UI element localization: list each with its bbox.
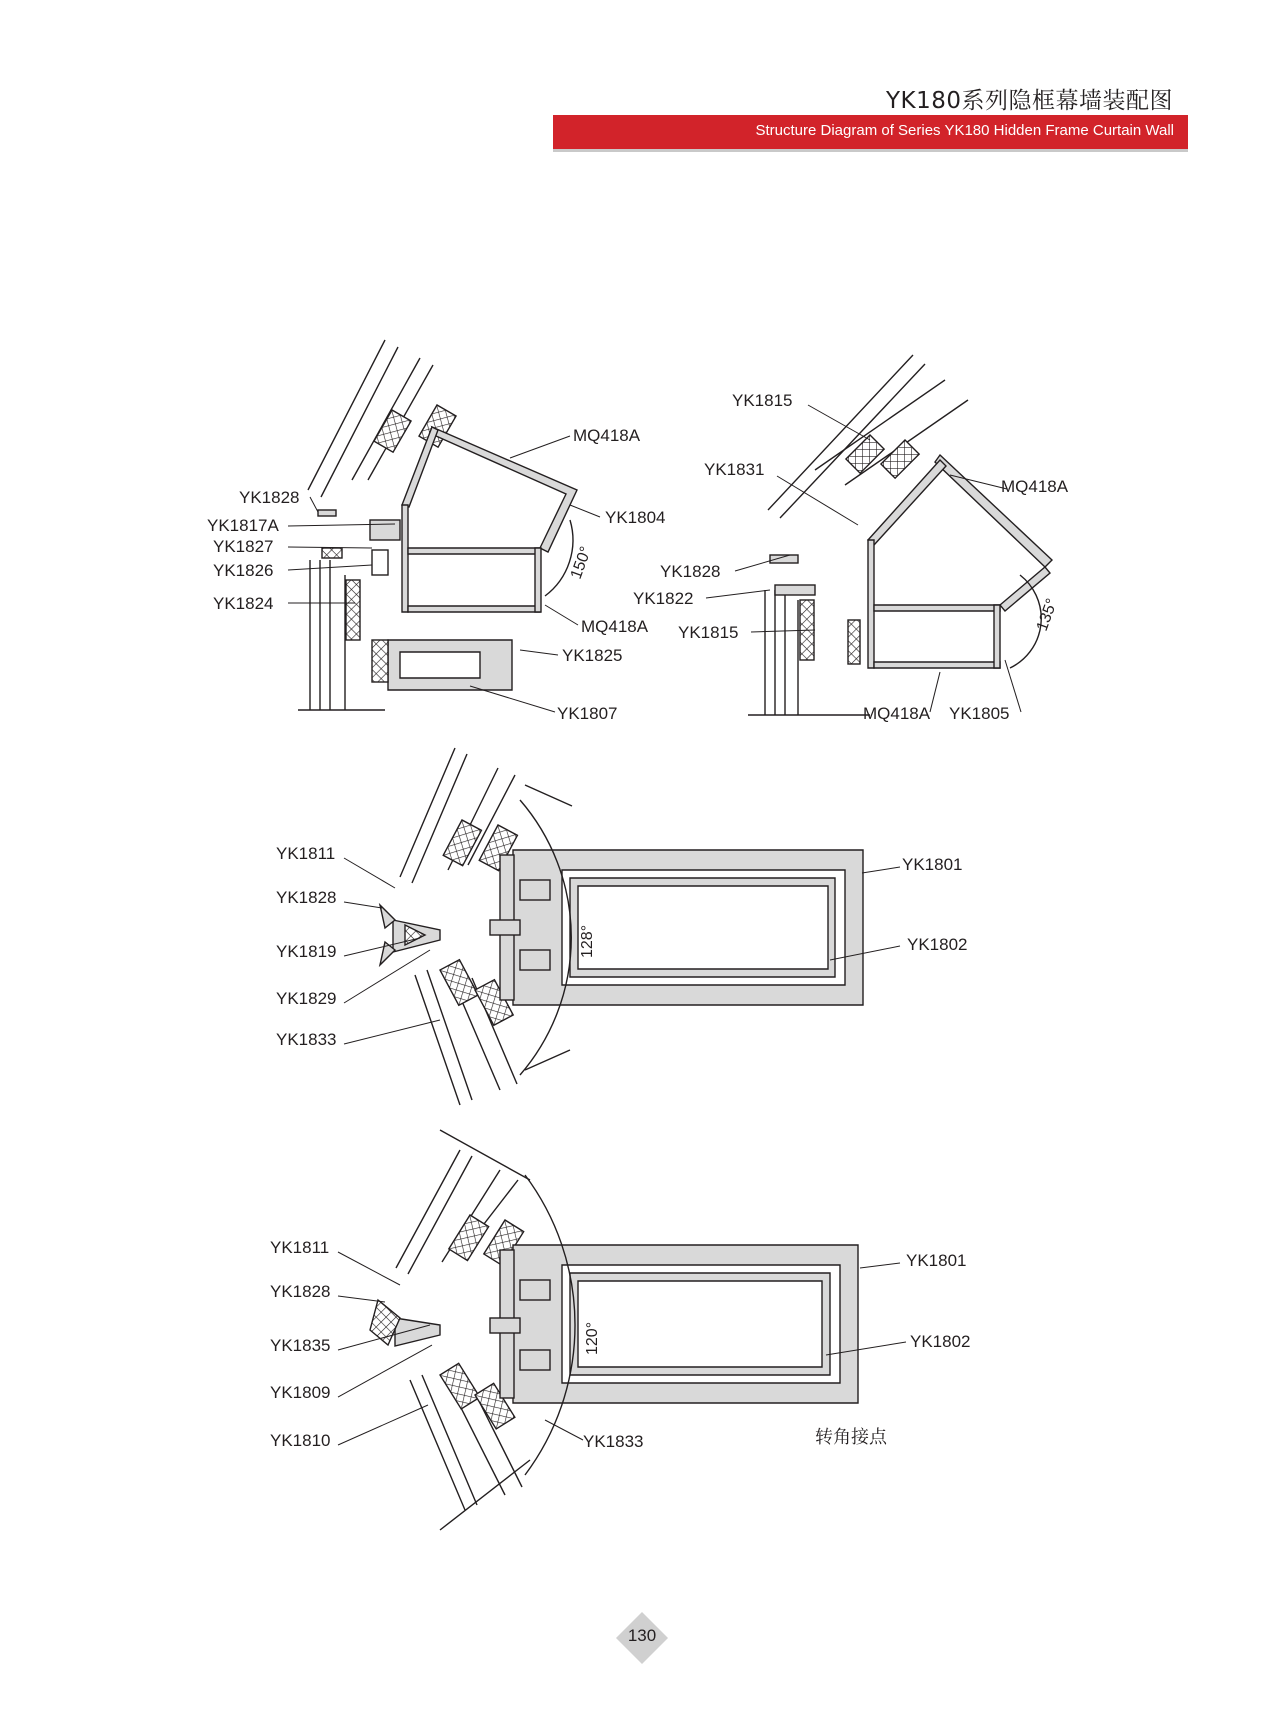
label-yk1807: YK1807	[557, 704, 618, 723]
label-yk1801: YK1801	[906, 1251, 967, 1270]
label-yk1802: YK1802	[910, 1332, 971, 1351]
corner-mullion-box	[490, 850, 863, 1005]
corner-connector	[370, 1300, 440, 1346]
corner-connector	[380, 905, 440, 965]
label-yk1817a: YK1817A	[207, 516, 279, 535]
diagram-128-degree-corner	[380, 748, 863, 1105]
corner-mullion-box	[490, 1245, 858, 1403]
label-yk1835: YK1835	[270, 1336, 331, 1355]
label-yk1809: YK1809	[270, 1383, 331, 1402]
drawing-caption: 转角接点	[815, 1427, 887, 1448]
label-yk1815-bottom: YK1815	[678, 623, 739, 642]
page-title-chinese: YK180系列隐框幕墙装配图	[885, 88, 1173, 114]
label-mq418a-bottom: MQ418A	[581, 617, 649, 636]
diagram-135-degree-corner	[748, 355, 1052, 715]
angle-label-150: 150°	[567, 544, 596, 582]
label-mq418a-bottom: MQ418A	[863, 704, 931, 723]
label-yk1826: YK1826	[213, 561, 274, 580]
label-yk1802: YK1802	[907, 935, 968, 954]
label-yk1828: YK1828	[270, 1282, 331, 1301]
label-yk1811: YK1811	[276, 844, 336, 863]
label-mq418a-top: MQ418A	[1001, 477, 1069, 496]
label-yk1810: YK1810	[270, 1431, 331, 1450]
label-yk1825: YK1825	[562, 646, 623, 665]
mullion-profile	[388, 427, 577, 690]
label-yk1828: YK1828	[660, 562, 721, 581]
page-number: 130	[627, 1626, 657, 1645]
angle-label-120: 120°	[584, 1321, 601, 1355]
label-yk1822: YK1822	[633, 589, 694, 608]
vertical-glass-panel	[748, 590, 870, 715]
label-yk1829: YK1829	[276, 989, 337, 1008]
page-title-english: Structure Diagram of Series YK180 Hidden Frame Curtain Wall	[755, 122, 1174, 139]
label-yk1804: YK1804	[605, 508, 666, 527]
diagram-120-degree-corner	[370, 1130, 858, 1530]
angle-label-135: 135°	[1033, 596, 1062, 634]
label-yk1801: YK1801	[902, 855, 963, 874]
label-yk1833: YK1833	[276, 1030, 337, 1049]
label-yk1815-top: YK1815	[732, 391, 793, 410]
slanted-glass-panel	[768, 355, 968, 518]
label-yk1805: YK1805	[949, 704, 1010, 723]
label-yk1827: YK1827	[213, 537, 274, 556]
label-yk1819: YK1819	[276, 942, 337, 961]
label-yk1828: YK1828	[239, 488, 300, 507]
label-yk1831: YK1831	[704, 460, 765, 479]
label-mq418a-top: MQ418A	[573, 426, 641, 445]
angle-label-128: 128°	[579, 924, 596, 958]
label-yk1824: YK1824	[213, 594, 274, 613]
label-yk1828: YK1828	[276, 888, 337, 907]
label-yk1833: YK1833	[583, 1432, 644, 1451]
diagram-135-labels	[633, 391, 1069, 723]
label-yk1811: YK1811	[270, 1238, 330, 1257]
slanted-glass-panel	[308, 340, 456, 497]
